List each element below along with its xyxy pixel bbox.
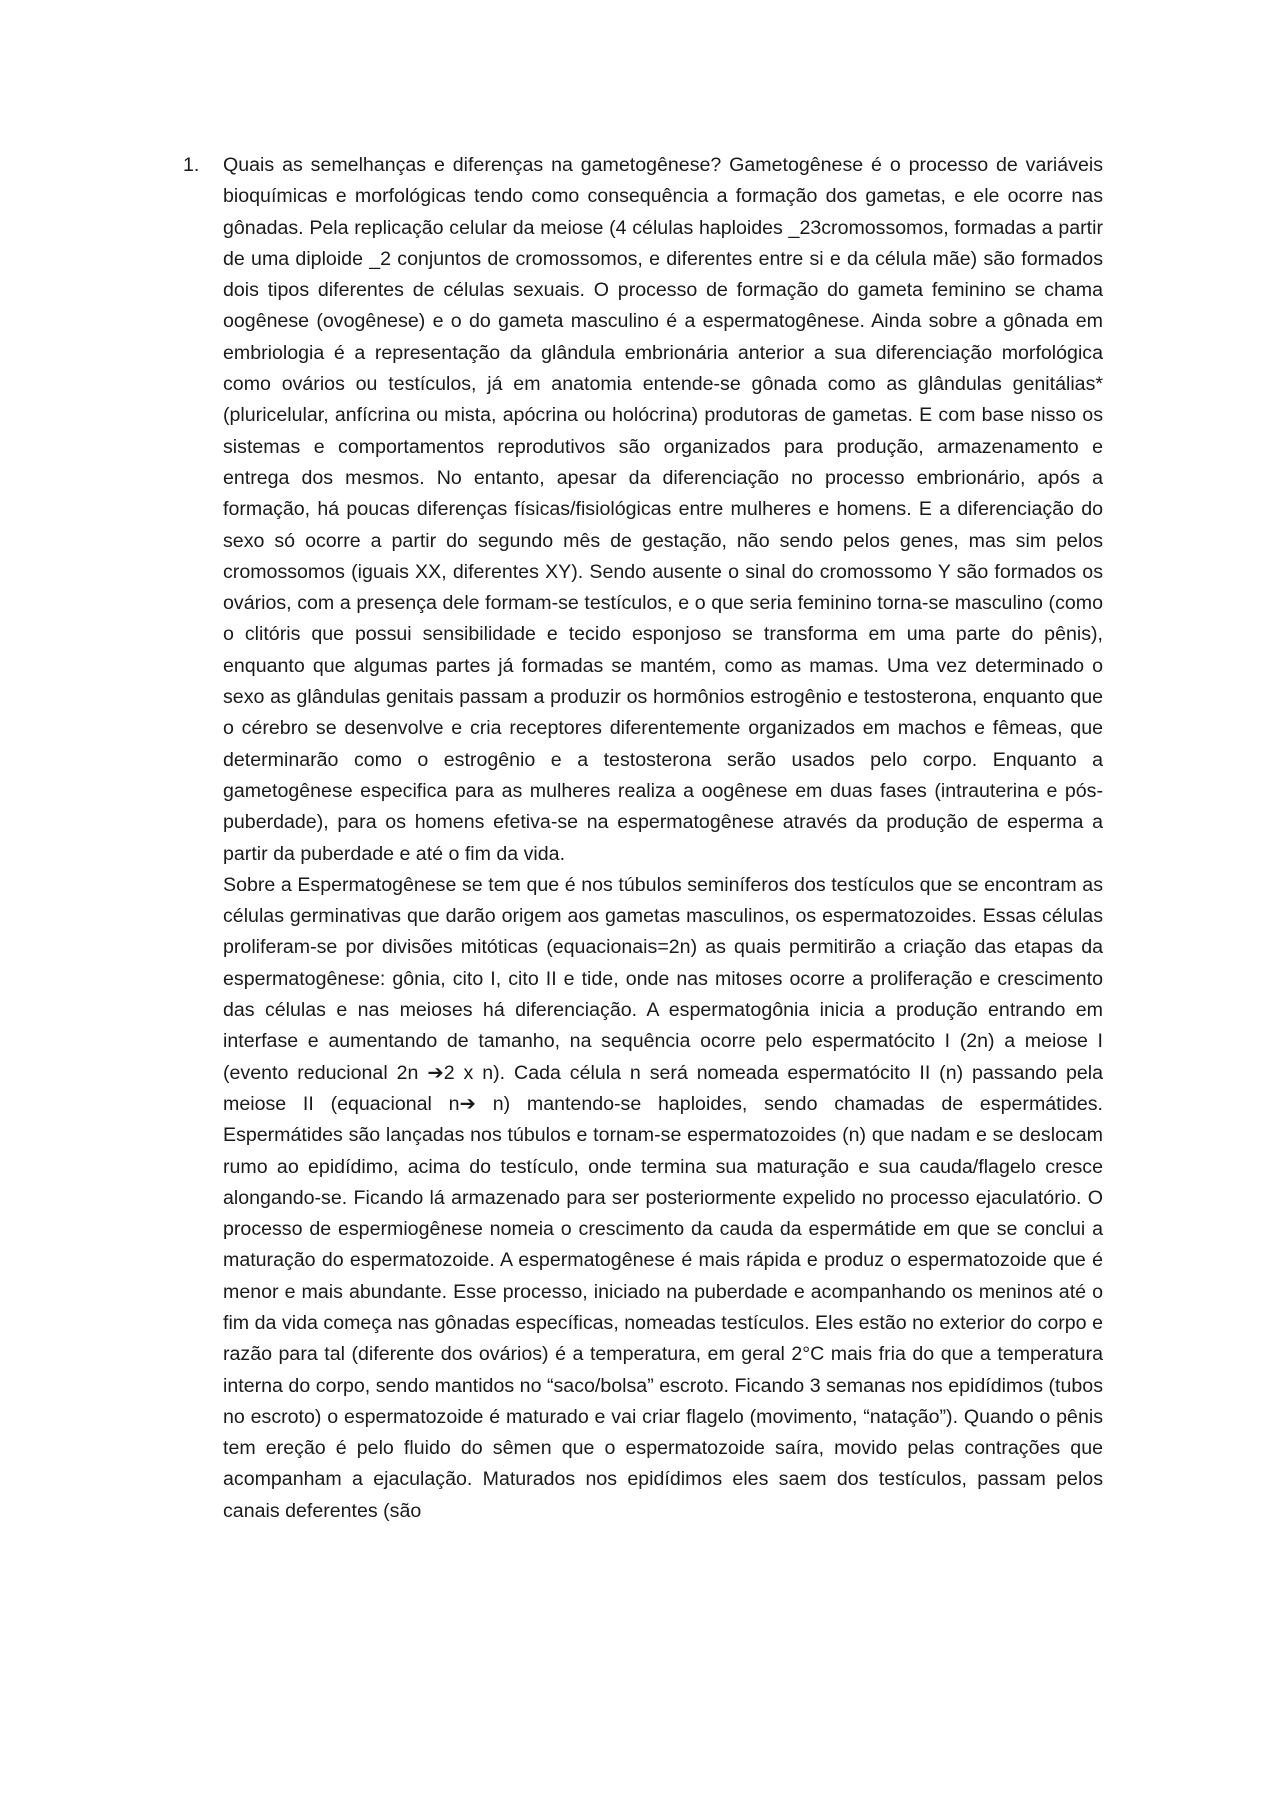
numbered-list-item	[183, 150, 1103, 1527]
paragraph-spermatogenesis: Sobre a Espermatogênese se tem que é nos túbulos seminíferos dos testículos que se encontram as células germinativas que darão origem aos gametas masculinos, os espermatozoides. Essas células proliferam-se por divisões mitóticas (equacionais=2n) as quais permitirão a criação das etapas da espermatogênese: gônia, cito I, cito II e tide, onde nas mitoses ocorre a proliferação e crescimento das células e nas meioses há diferenciação. A espermatogônia inicia a produção entrando em interfase e aumentando de tamanho, na sequência ocorre pelo espermatócito I (2n) a meiose I (evento reducional 2n ➔2 x n). Cada célula n será nomeada espermatócito II (n) passando pela meiose II (equacional n➔ n) mantendo-se haploides, sendo chamadas de espermátides. Espermátides são lançadas nos túbulos e tornam-se espermatozoides (n) que nadam e se deslocam rumo ao epidídimo, acima do testículo, onde termina sua maturação e sua cauda/flagelo cresce alongando-se. Ficando lá armazenado para ser posteriormente expelido no processo ejaculatório. O processo de espermiogênese nomeia o crescimento da cauda da espermátide em que se conclui a maturação do espermatozoide. A espermatogênese é mais rápida e produz o espermatozoide que é menor e mais abundante. Esse processo, iniciado na puberdade e acompanhando os meninos até o fim da vida começa nas gônadas específicas, nomeadas testículos. Eles estão no exterior do corpo e razão para tal (diferente dos ovários) é a temperatura, em geral 2°C mais fria do que a temperatura interna do corpo, sendo mantidos no “saco/bolsa” escroto. Ficando 3 semanas nos epidídimos (tubos no escroto) o espermatozoide é maturado e vai criar flagelo (movimento, “natação”). Quando o pênis tem ereção é pelo fluido do sêmen que o espermatozoide saíra, movido pelas contrações que acompanham a ejaculação. Maturados nos epidídimos eles saem dos testículos, passam pelos canais deferentes (são	[223, 873, 1103, 1522]
list-item-number: 1.	[183, 154, 200, 176]
paragraph-gametogenesis: Quais as semelhanças e diferenças na gametogênese? Gametogênese é o processo de variáveis bioquímicas e morfológicas tendo como consequência a formação dos gametas, e ele ocorre nas gônadas. Pela replicação celular da meiose (4 células haploides _23cromossomos, formadas a partir de uma diploide _2 conjuntos de cromossomos, e diferentes entre si e da célula mãe) são formados dois tipos diferentes de células sexuais. O processo de formação do gameta feminino se chama oogênese (ovogênese) e o do gameta masculino é a espermatogênese. Ainda sobre a gônada em embriologia é a representação da glândula embrionária anterior a sua diferenciação morfológica como ovários ou testículos, já em anatomia entende-se gônada como as glândulas genitálias* (pluricelular, anfícrina ou mista, apócrina ou holócrina) produtoras de gametas. E com base nisso os sistemas e comportamentos reprodutivos são organizados para produção, armazenamento e entrega dos mesmos. No entanto, apesar da diferenciação no processo embrionário, após a formação, há poucas diferenças físicas/fisiológicas entre mulheres e homens. E a diferenciação do sexo só ocorre a partir do segundo mês de gestação, não sendo pelos genes, mas sim pelos cromossomos (iguais XX, diferentes XY). Sendo ausente o sinal do cromossomo Y são formados os ovários, com a presença dele formam-se testículos, e o que seria feminino torna-se masculino (como o clitóris que possui sensibilidade e tecido esponjoso se transforma em uma parte do pênis), enquanto que algumas partes já formadas se mantém, como as mamas. Uma vez determinado o sexo as glândulas genitais passam a produzir os hormônios estrogênio e testosterona, enquanto que o cérebro se desenvolve e cria receptores diferentemente organizados em machos e fêmeas, que determinarão como o estrogênio e a testosterona serão usados pelo corpo. Enquanto a gametogênese especifica para as mulheres realiza a oogênese em duas fases (intrauterina e pós-puberdade), para os homens efetiva-se na espermatogênese através da produção de esperma a partir da puberdade e até o fim da vida.	[223, 154, 1103, 865]
list-item-body	[223, 150, 1103, 1527]
